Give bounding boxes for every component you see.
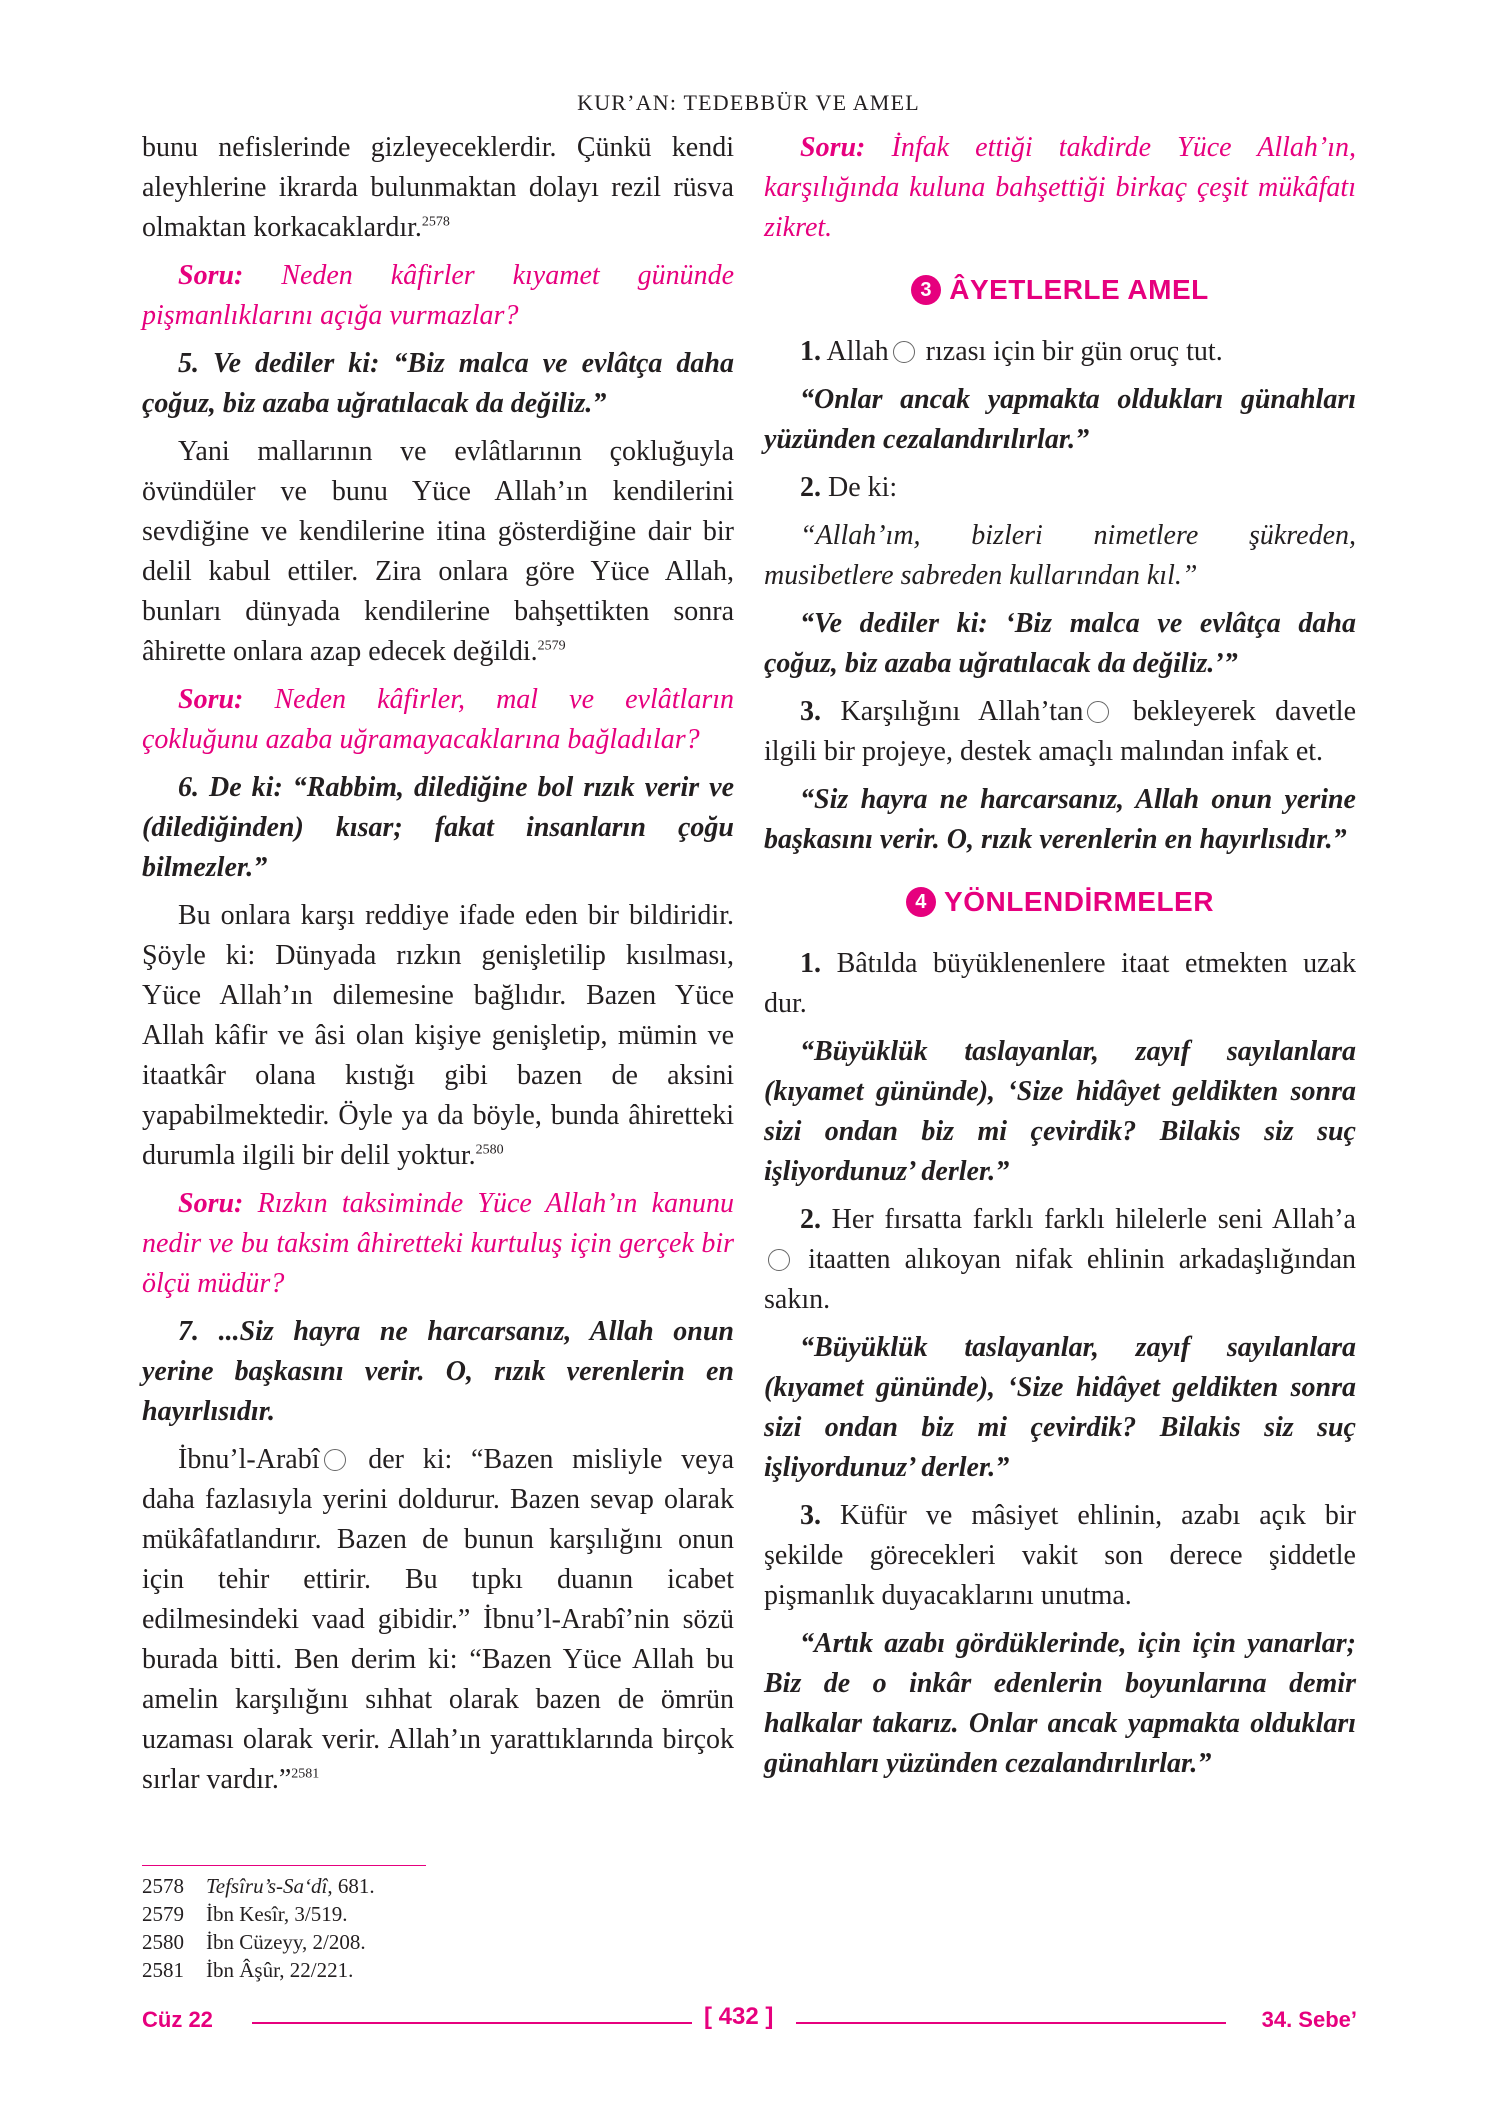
verse: “Artık azabı gördüklerinde, için için yanarlar; Biz de o inkâr edenlerin boyunlarına demir halkalar takarız. Onlar ancak yapmakta oldukları günahları yüzünden cezalandırılırlar.” xyxy=(764,1628,1356,1779)
honorific-glyph-icon xyxy=(324,1449,346,1471)
item-number: 2. xyxy=(800,472,821,503)
item-text: Karşılığını Allah’tan xyxy=(821,696,1084,727)
verse: “Onlar ancak yapmakta oldukları günahları yüzünden cezalandırılırlar.” xyxy=(764,384,1356,455)
juz-label: Cüz 22 xyxy=(142,2007,213,2032)
footnote-ref[interactable]: 2580 xyxy=(475,1142,504,1158)
section-heading-ayetlerle-amel xyxy=(764,270,1356,310)
footnote xyxy=(142,1928,375,1956)
footnote-ref[interactable]: 2578 xyxy=(421,214,450,230)
surah-label: 34. Sebe’ xyxy=(1261,2007,1357,2032)
verse: “Büyüklük taslayanlar, zayıf sayılanlara (kıyamet gününde), ‘Size hidâyet geldikten sonra sizi ondan biz mi çevirdik? Bilakis siz suç işliyordunuz’ derler.” xyxy=(764,1332,1356,1483)
footnote-number: 2578 xyxy=(142,1874,184,1898)
honorific-glyph-icon xyxy=(893,341,915,363)
question-label: Soru: xyxy=(178,1188,244,1219)
verse-text: ...Siz hayra ne harcarsanız, Allah onun yerine başkasını verir. O, rızık verenlerin en hayırlısıdır. xyxy=(142,1316,734,1427)
item-number: 1. xyxy=(800,336,821,367)
footnote xyxy=(142,1956,375,1984)
paragraph-text: bunu nefislerinde gizleyeceklerdir. Çünkü kendi aleyhlerine ikrarda bulunmaktan dolayı rezil rüsva olmaktan korkacaklardır. xyxy=(142,132,734,243)
footnote-divider xyxy=(142,1865,426,1866)
question-text: Neden kâfirler kıyamet gününde pişmanlıklarını açığa vurmazlar? xyxy=(142,260,734,331)
footnote-ref[interactable]: 2579 xyxy=(537,638,566,654)
question xyxy=(142,1184,734,1304)
page-footer xyxy=(142,2003,1357,2037)
verse-number: 6. xyxy=(178,772,199,803)
footnote xyxy=(142,1872,375,1900)
question xyxy=(142,680,734,760)
item-number: 1. xyxy=(800,948,821,979)
verse-text: De ki: “Rabbim, dilediğine bol rızık verir ve (dilediğinden) kısar; fakat insanların çoğu bilmezler.” xyxy=(142,772,734,883)
footnote xyxy=(142,1900,375,1928)
page-number: [ 432 ] xyxy=(704,2003,774,2030)
footnotes xyxy=(142,1872,375,1984)
paragraph-text: der ki: “Bazen misliyle veya daha fazlasıyla yerini doldurur. Bazen sevap olarak mükâfatlandırır. Bazen de bunun karşılığını onun için tehir ettirir. Bu tıpkı duanın icabet edilmesindeki vaad gibidir.” İbnu’l-Arabî’nin sözü burada bitti. Ben derim ki: “Bazen Yüce Allah bu amelin karşılığını sıhhat olarak bazen de ömrün uzaması olarak verir. Allah’ın yarattıklarında birçok sırlar vardır.” xyxy=(142,1444,734,1795)
item-text: Küfür ve mâsiyet ehlinin, azabı açık bir şekilde görecekleri vakit son derece şiddetle pişmanlık duyacaklarını unutma. xyxy=(764,1500,1356,1611)
question-text: İnfak ettiği takdirde Yüce Allah’ın, karşılığında kuluna bahşettiği birkaç çeşit mükâfatı zikret. xyxy=(764,132,1356,243)
item-text: itaatten alıkoyan nifak ehlinin arkadaşlığından sakın. xyxy=(764,1244,1356,1315)
footnote-ref[interactable]: 2581 xyxy=(291,1766,320,1782)
question-label: Soru: xyxy=(178,260,244,291)
left-column xyxy=(142,128,734,1808)
question xyxy=(764,128,1356,248)
paragraph-text: Bu onlara karşı reddiye ifade eden bir bildiridir. Şöyle ki: Dünyada rızkın genişletilip kısılması, Yüce Allah’ın dilemesine bağlıdır. Bazen Yüce Allah kâfir ve âsi olan kişiye genişletip, mümin ve itaatkâr olana kıstığı gibi bazen de aksini yapabilmektedir. Öyle ya da böyle, bunda âhiretteki durumla ilgili bir delil yoktur. xyxy=(142,900,734,1171)
running-header: KUR’AN: TEDEBBÜR VE AMEL xyxy=(577,90,920,115)
question-label: Soru: xyxy=(800,132,866,163)
item-text: bekleyerek davetle ilgili bir projeye, destek amaçlı malından infak et. xyxy=(764,696,1357,767)
item-text: rızası için bir gün oruç tut. xyxy=(918,336,1223,367)
footnote-text: İbn Âşûr, 22/221. xyxy=(206,1958,354,1982)
item-number: 3. xyxy=(800,696,821,727)
item-text: De ki: xyxy=(821,472,898,503)
paragraph xyxy=(142,432,734,672)
question-text: Neden kâfirler, mal ve evlâtların çokluğunu azaba uğramayacaklarına bağladılar? xyxy=(142,684,734,755)
verse-number: 7. xyxy=(178,1316,199,1347)
honorific-glyph-icon xyxy=(1087,701,1109,723)
list-item xyxy=(764,468,1356,508)
list-item xyxy=(764,1496,1356,1616)
section-title: YÖNLENDİRMELER xyxy=(944,886,1214,917)
paragraph-text: Yani mallarının ve evlâtlarının çokluğuyla övündüler ve bunu Yüce Allah’ın kendilerini sevdiğine ve kendilerine itina gösterdiğine dair bir delil kabul ettiler. Zira onlara göre Yüce Allah, bunları dünyada kendilerine bahşettikten sonra âhirette onlara azap edecek değildi. xyxy=(142,436,734,667)
dua-text: “Allah’ım, bizleri nimetlere şükreden, musibetlere sabreden kullarından kıl.” xyxy=(764,520,1356,591)
item-number: 3. xyxy=(800,1500,821,1531)
right-column xyxy=(764,128,1356,1792)
list-item xyxy=(764,1200,1356,1320)
paragraph xyxy=(142,128,734,248)
honorific-glyph-icon xyxy=(768,1249,790,1271)
question-text: Rızkın taksiminde Yüce Allah’ın kanunu nedir ve bu taksim âhiretteki kurtuluş için gerçek bir ölçü müdür? xyxy=(142,1188,734,1299)
item-text: Her fırsatta farklı farklı hilelerle seni Allah’a xyxy=(821,1204,1356,1235)
paragraph xyxy=(142,1440,734,1800)
paragraph xyxy=(142,896,734,1176)
footnote-number: 2579 xyxy=(142,1902,184,1926)
verse-number: 5. xyxy=(178,348,199,379)
section-heading-yonlendirmeler xyxy=(764,882,1356,922)
item-text: Allah xyxy=(821,336,889,367)
verse xyxy=(142,1312,734,1432)
verse: “Büyüklük taslayanlar, zayıf sayılanlara (kıyamet gününde), ‘Size hidâyet geldikten sonra sizi ondan biz mi çevirdik? Bilakis siz suç işliyordunuz’ derler.” xyxy=(764,1036,1356,1187)
footnote-number: 2581 xyxy=(142,1958,184,1982)
question-label: Soru: xyxy=(178,684,244,715)
verse xyxy=(142,768,734,888)
section-number-badge: 4 xyxy=(906,887,936,917)
footer-rule-right xyxy=(796,2022,1226,2024)
list-item xyxy=(764,332,1356,372)
footnote-text: , 681. xyxy=(327,1874,375,1898)
list-item xyxy=(764,692,1356,772)
verse: “Ve dediler ki: ‘Biz malca ve evlâtça daha çoğuz, biz azaba uğratılacak da değiliz.’” xyxy=(764,608,1356,679)
footnote-source-title: Tefsîru’s-Sa‘dî xyxy=(206,1874,328,1898)
verse: “Siz hayra ne harcarsanız, Allah onun yerine başkasını verir. O, rızık verenlerin en hayırlısıdır.” xyxy=(764,784,1356,855)
paragraph-text: İbnu’l-Arabî xyxy=(178,1444,320,1475)
question xyxy=(142,256,734,336)
footer-rule-left xyxy=(252,2022,692,2024)
footnote-number: 2580 xyxy=(142,1930,184,1954)
item-text: Bâtılda büyüklenenlere itaat etmekten uzak dur. xyxy=(764,948,1356,1019)
list-item xyxy=(764,944,1356,1024)
footnote-text: İbn Kesîr, 3/519. xyxy=(206,1902,348,1926)
footnote-text: İbn Cüzeyy, 2/208. xyxy=(206,1930,366,1954)
verse xyxy=(142,344,734,424)
section-title: ÂYETLERLE AMEL xyxy=(949,274,1209,305)
item-number: 2. xyxy=(800,1204,821,1235)
verse-text: Ve dediler ki: “Biz malca ve evlâtça daha çoğuz, biz azaba uğratılacak da değiliz.” xyxy=(142,348,734,419)
section-number-badge: 3 xyxy=(911,275,941,305)
